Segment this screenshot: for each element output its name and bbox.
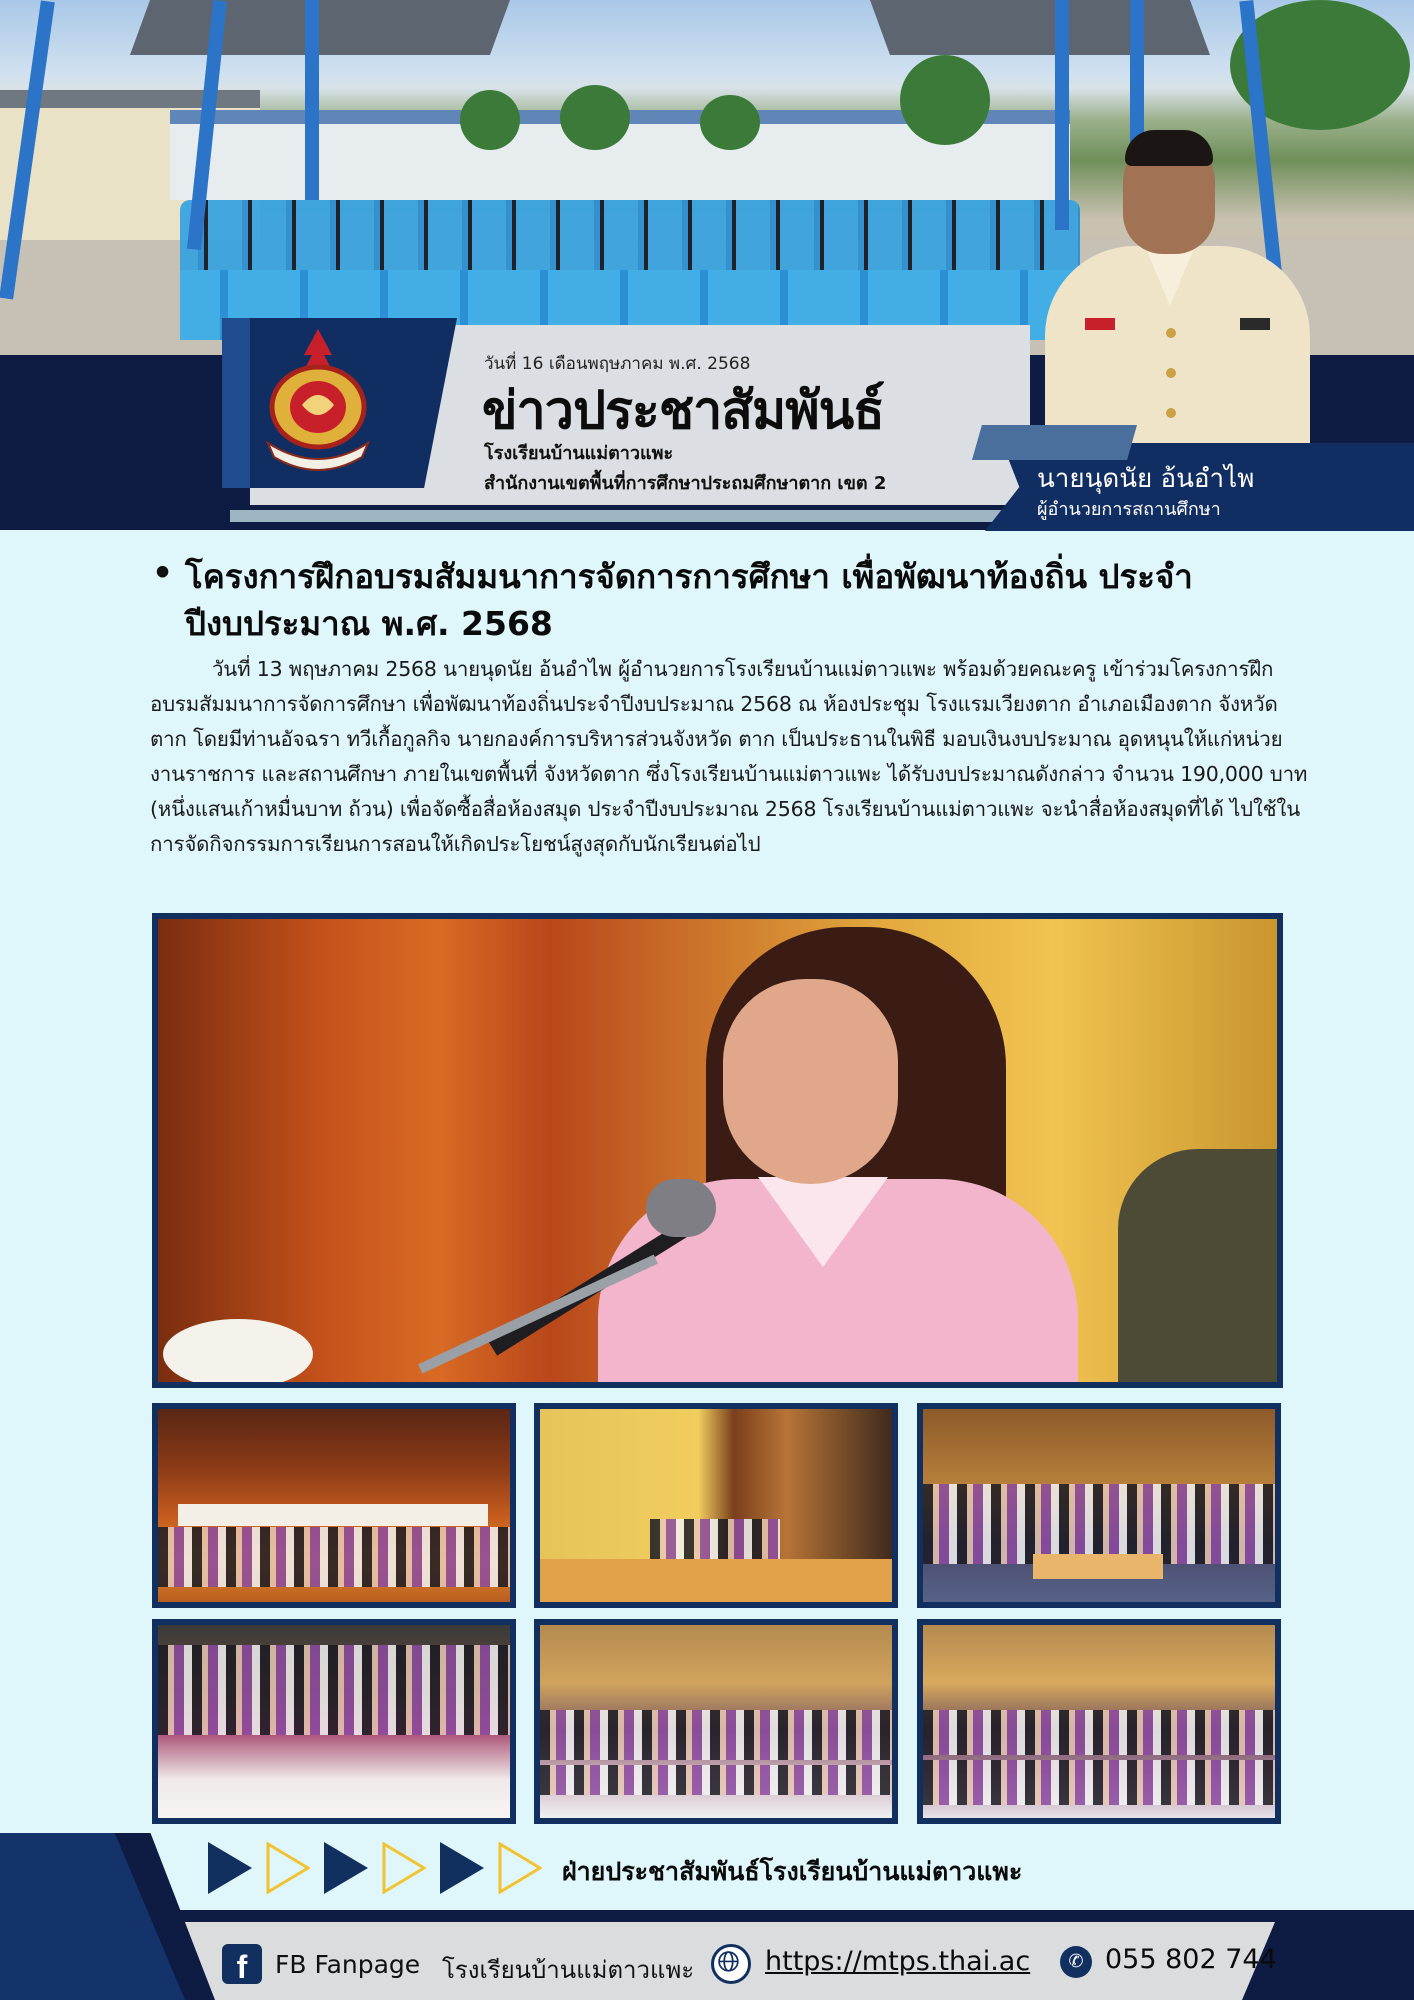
uniform-button xyxy=(1166,328,1176,338)
director-hair xyxy=(1125,130,1213,166)
palm-tree xyxy=(700,95,760,150)
fb-page-name[interactable]: โรงเรียนบ้านแม่ตาวแพะ xyxy=(442,1956,695,1984)
article-heading: โครงการฝึกอบรมสัมมนาการจัดการการศึกษา เพื่อพัฒนาท้องถิ่น ประจำปีงบประมาณ พ.ศ. 2568 xyxy=(185,557,1193,643)
director-photo xyxy=(1045,128,1310,453)
canopy-roof xyxy=(870,0,1210,55)
photo-ballroom-wide xyxy=(917,1619,1281,1824)
flower-decoration xyxy=(163,1319,313,1388)
office-name: สำนักงานเขตพื้นที่การศึกษาประถมศึกษาตาก เขต 2 xyxy=(484,473,887,494)
name-badge xyxy=(1240,318,1270,330)
uniform-button xyxy=(1166,408,1176,418)
stage-floor xyxy=(540,1559,892,1604)
director-position: ผู้อำนวยการสถานศึกษา xyxy=(1037,499,1221,520)
main-photo-speaker xyxy=(152,913,1283,1388)
photo-vip-seating xyxy=(917,1403,1281,1608)
speaker-face xyxy=(723,979,898,1184)
audience-rows xyxy=(540,1710,892,1760)
school-name: โรงเรียนบ้านแม่ตาวแพะ xyxy=(484,443,674,464)
tree xyxy=(900,55,990,145)
canopy-pole xyxy=(305,0,319,200)
publish-date: วันที่ 16 เดือนพฤษภาคม พ.ศ. 2568 xyxy=(484,354,751,374)
facebook-icon[interactable]: f xyxy=(222,1944,262,1984)
audience-rows xyxy=(540,1765,892,1795)
decorative-arrows xyxy=(208,1842,542,1894)
arrow-solid-icon xyxy=(324,1842,368,1894)
stage-speakers xyxy=(650,1519,780,1559)
coffee-table xyxy=(1033,1554,1163,1579)
uniform-button xyxy=(1166,368,1176,378)
photo-participants-closeup xyxy=(152,1619,516,1824)
website-link[interactable]: https://mtps.thai.ac xyxy=(765,1946,1031,1977)
article-body: วันที่ 13 พฤษภาคม 2568 นายนุดนัย อ้นอำไพ ผู้อำนวยการโรงเรียนบ้านแม่ตาวแพะ พร้อมด้วยคณะครู เข้าร่วมโครงการฝึกอบรมสัมมนาการจัดการศึกษา เพื่อพัฒนาท้องถิ่นประจำปีงบประมาณ 2568 ณ ห้องประชุม โรงแรมเวียงตาก อำเภอเมืองตาก จังหวัดตาก โดยมีท่านอัจฉรา ทวีเกื้อกูลกิจ นายกองค์การบริหารส่วนจังหวัด ตาก เป็นประธานในพิธี มอบเงินงบประมาณ อุดหนุนให้แก่หน่วยงานราชการ และสถานศึกษา ภายในเขตพื้นที่ จังหวัดตาก ซึ่งโรงเรียนบ้านแม่ตาวแพะ ได้รับงบประมาณดังกล่าว จำนวน 190,000 บาท (หนึ่งแสนเก้าหมื่นบาท ถ้วน) เพื่อจัดซื้อสื่อห้องสมุด ประจำปีงบประมาณ 2568 โรงเรียนบ้านแม่ตาวแพะ จะนำสื่อห้องสมุดที่ได้ ไปใช้ใน การจัดกิจกรรมการเรียนการสอนให้เกิดประโยชน์สูงสุดกับนักเรียนต่อไป xyxy=(150,657,1308,856)
ribbon-badge xyxy=(1085,318,1115,330)
arrow-outline-icon xyxy=(498,1842,542,1894)
vip-guests xyxy=(923,1484,1275,1564)
fb-fanpage-label: FB Fanpage xyxy=(275,1950,421,1979)
globe-icon xyxy=(711,1944,751,1984)
audience-rows xyxy=(923,1710,1275,1755)
director-name: นายนุดนัย อ้นอำไพ xyxy=(1037,464,1255,494)
phone-number[interactable]: 055 802 744 xyxy=(1105,1944,1277,1975)
arrow-solid-icon xyxy=(208,1842,252,1894)
photo-award-ceremony xyxy=(152,1403,516,1608)
phone-icon: ✆ xyxy=(1060,1946,1092,1978)
pr-department: ฝ่ายประชาสัมพันธ์โรงเรียนบ้านแม่ตาวแพะ xyxy=(562,1857,1023,1886)
arrow-outline-icon xyxy=(382,1842,426,1894)
name-tag-accent xyxy=(972,425,1137,460)
audience-rows xyxy=(923,1760,1275,1805)
chair xyxy=(1118,1149,1283,1388)
palm-tree xyxy=(460,90,520,150)
page-title: ข่าวประชาสัมพันธ์ xyxy=(482,381,884,441)
photo-stage-seminar xyxy=(534,1403,898,1608)
participants xyxy=(158,1645,510,1735)
photo-ballroom-audience xyxy=(534,1619,898,1824)
canopy-roof xyxy=(130,0,510,55)
microphone-icon xyxy=(646,1179,716,1237)
palm-tree xyxy=(560,85,630,150)
group-people xyxy=(158,1527,510,1587)
cheque-banner xyxy=(178,1504,488,1526)
arrow-solid-icon xyxy=(440,1842,484,1894)
heading-bullet: • xyxy=(152,553,174,592)
arrow-outline-icon xyxy=(266,1842,310,1894)
school-emblem-icon xyxy=(262,325,374,475)
